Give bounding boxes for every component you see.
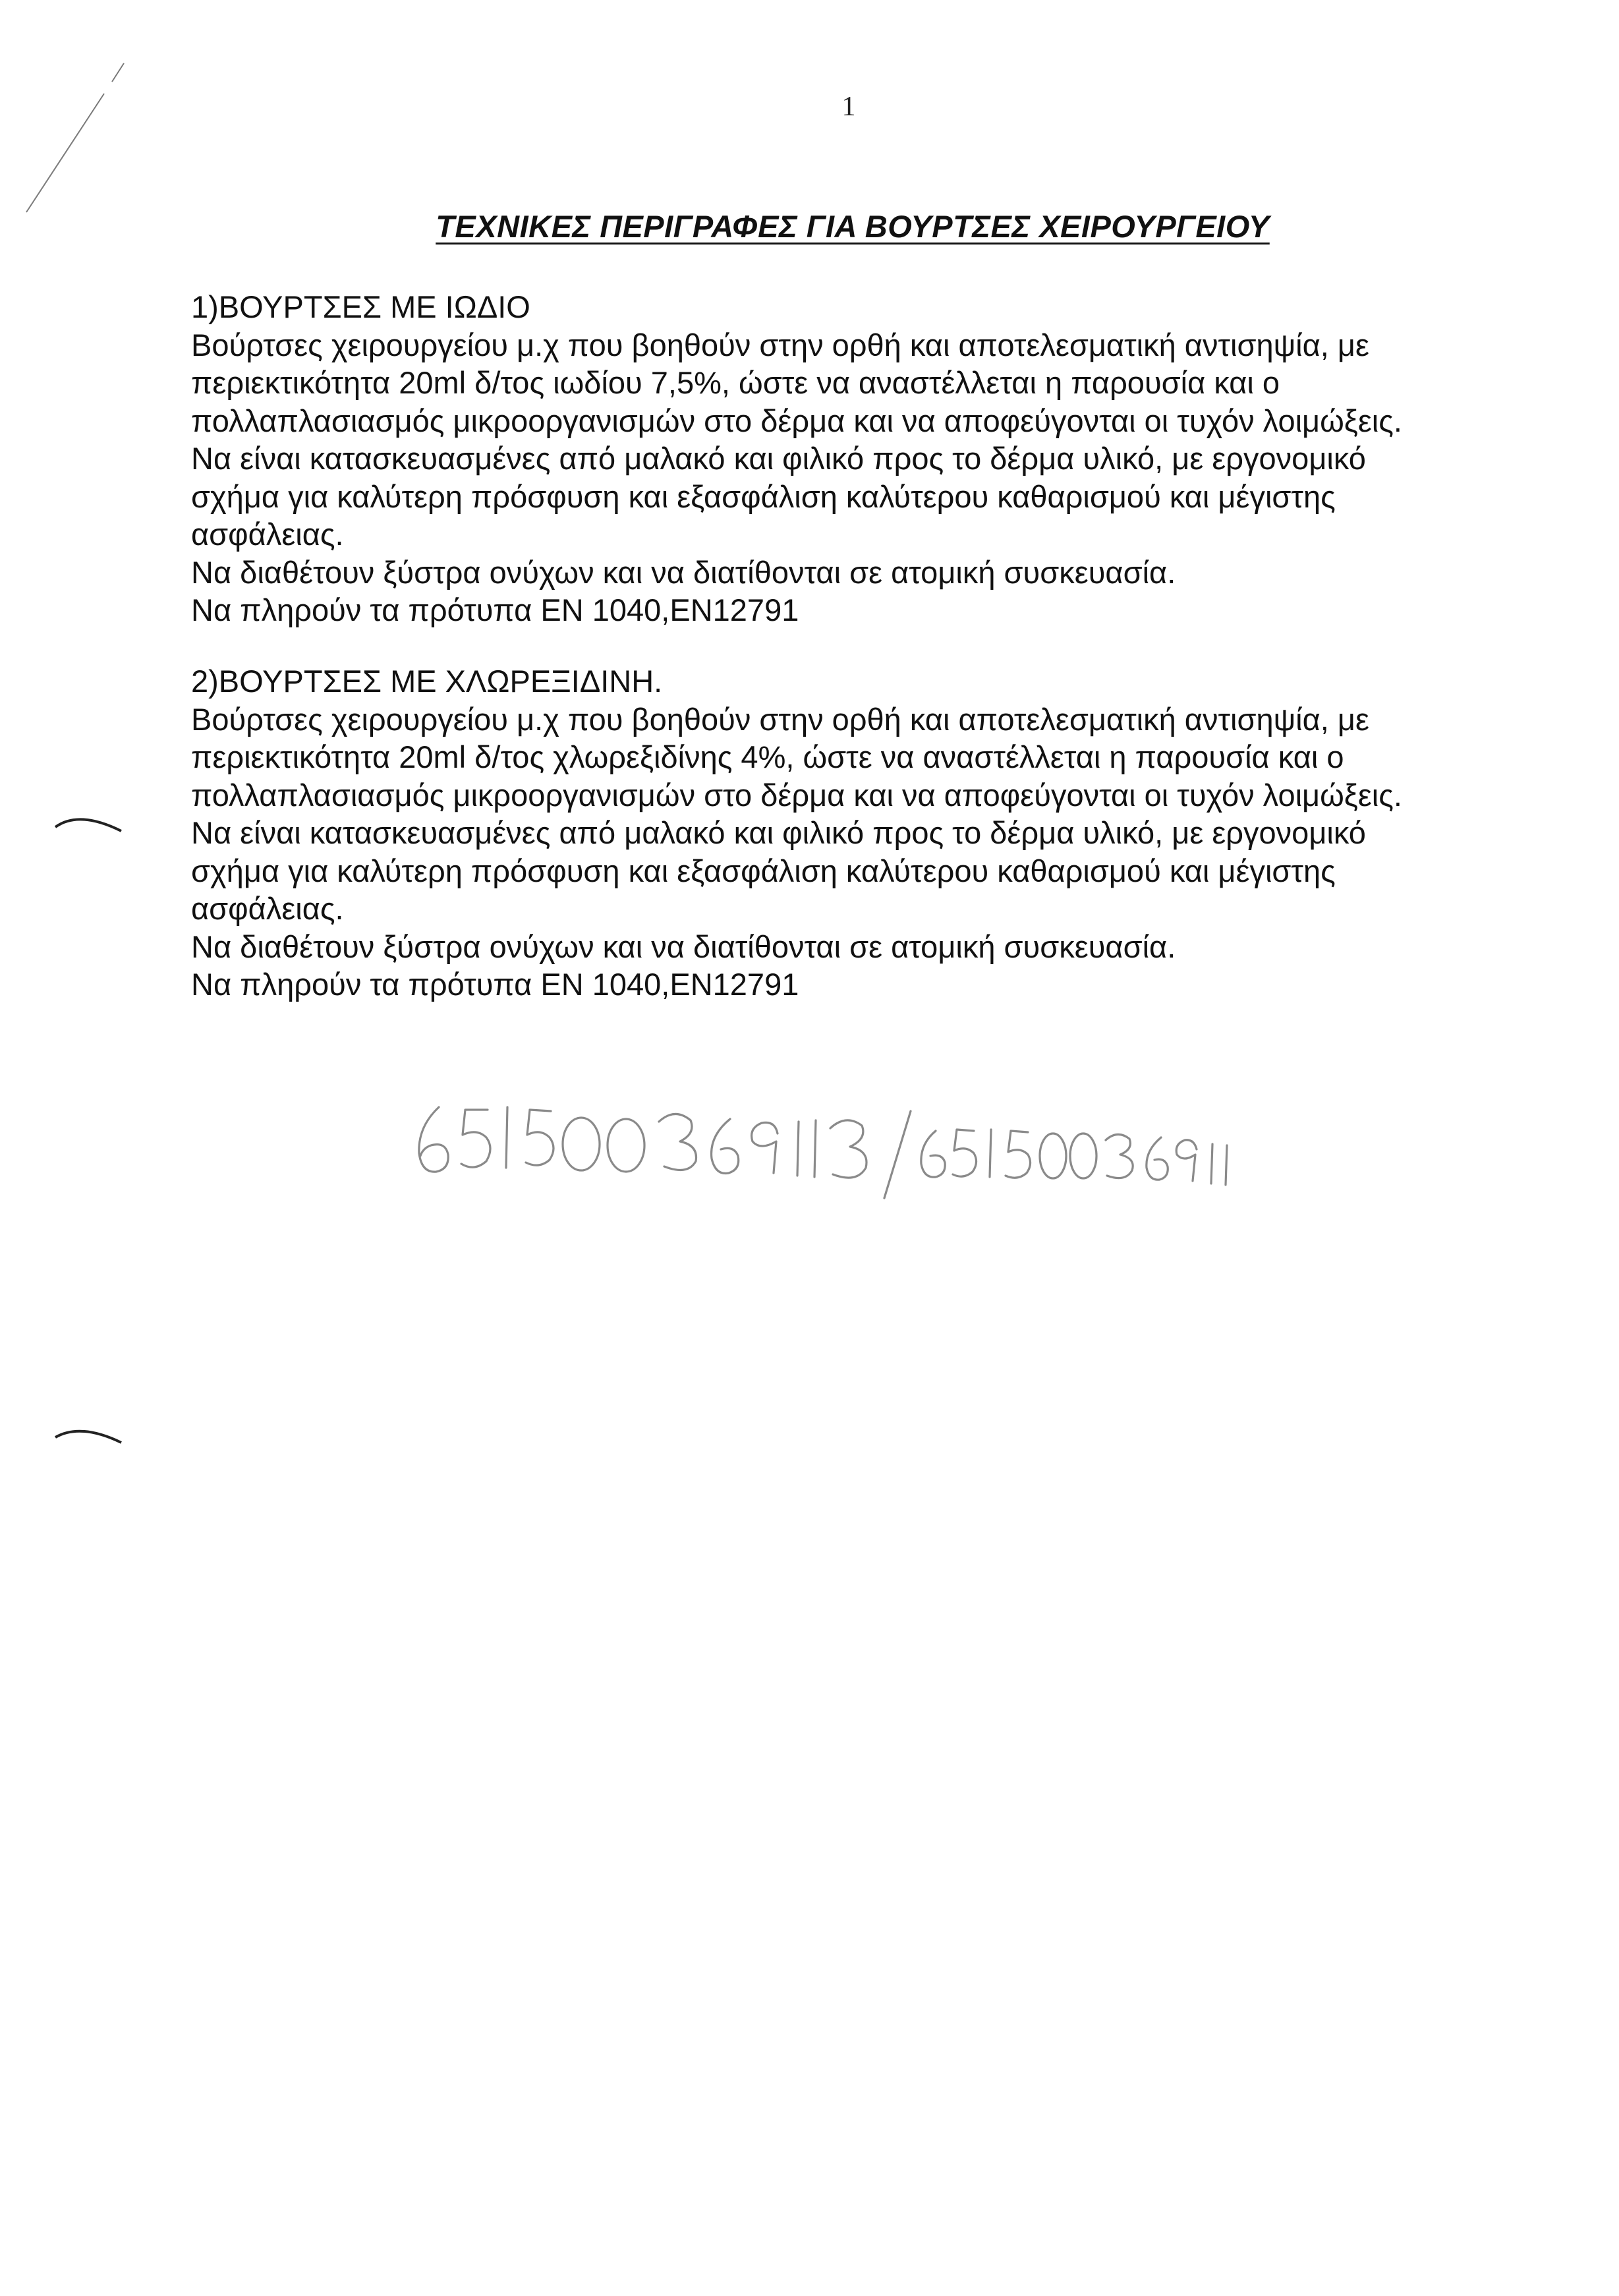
- paragraph-line: πολλαπλασιασμός μικροοργανισμών στο δέρμα και να αποφεύγονται οι τυχόν λοιμώξεις.: [191, 777, 1402, 813]
- section-heading: 1)ΒΟΥΡΤΣΕΣ ΜΕ ΙΩΔΙΟ: [191, 289, 530, 324]
- handwritten-code-numbers: [409, 1087, 1265, 1206]
- paragraph-line: Βούρτσες χειρουργείου μ.χ που βοηθούν στην ορθή και αποτελεσματική αντισηψία, με: [191, 701, 1369, 737]
- document-title: ΤΕΧΝΙΚΕΣ ΠΕΡΙΓΡΑΦΕΣ ΓΙΑ ΒΟΥΡΤΣΕΣ ΧΕΙΡΟΥΡΓΕΙΟΥ: [436, 209, 1270, 244]
- paragraph-line: Να είναι κατασκευασμένες από μαλακό και φιλικό προς το δέρμα υλικό, με εργονομικό: [191, 815, 1366, 850]
- section-heading: 2)ΒΟΥΡΤΣΕΣ ΜΕ ΧΛΩΡΕΞΙΔΙΝΗ.: [191, 664, 663, 699]
- section-iodine-brushes: [191, 288, 1509, 629]
- page-number: 1: [841, 92, 856, 122]
- paragraph-line: Να πληρούν τα πρότυπα EN 1040,EN12791: [191, 967, 799, 1002]
- paragraph-line: Να διαθέτουν ξύστρα ονύχων και να διατίθονται σε ατομική συσκευασία.: [191, 554, 1176, 590]
- paragraph-line: περιεκτικότητα 20ml δ/τος χλωρεξιδίνης 4%, ώστε να αναστέλλεται η παρουσία και ο: [191, 739, 1344, 774]
- paragraph-line: ασφάλειας.: [191, 517, 344, 552]
- punch-hole-mark-lower: [53, 1420, 125, 1453]
- paragraph-line: πολλαπλασιασμός μικροοργανισμών στο δέρμα και να αποφεύγονται οι τυχόν λοιμώξεις.: [191, 403, 1402, 438]
- paragraph-line: σχήμα για καλύτερη πρόσφυση και εξασφάλιση καλύτερου καθαρισμού και μέγιστης: [191, 853, 1336, 888]
- paragraph-line: Να είναι κατασκευασμένες από μαλακό και φιλικό προς το δέρμα υλικό, με εργονομικό: [191, 441, 1366, 476]
- section-chlorhexidine-brushes: [191, 662, 1509, 1004]
- paragraph-line: Βούρτσες χειρουργείου μ.χ που βοηθούν στην ορθή και αποτελεσματική αντισηψία, με: [191, 327, 1369, 362]
- scan-edge-line: [13, 59, 132, 217]
- paragraph-line: σχήμα για καλύτερη πρόσφυση και εξασφάλιση καλύτερου καθαρισμού και μέγιστης: [191, 478, 1336, 514]
- paragraph-line: ασφάλειας.: [191, 891, 344, 926]
- paragraph-line: Να πληρούν τα πρότυπα EN 1040,EN12791: [191, 592, 799, 627]
- paragraph-line: Να διαθέτουν ξύστρα ονύχων και να διατίθονται σε ατομική συσκευασία.: [191, 929, 1176, 964]
- paragraph-line: περιεκτικότητα 20ml δ/τος ιωδίου 7,5%, ώστε να αναστέλλεται η παρουσία και ο: [191, 365, 1280, 400]
- punch-hole-mark-upper: [53, 807, 125, 840]
